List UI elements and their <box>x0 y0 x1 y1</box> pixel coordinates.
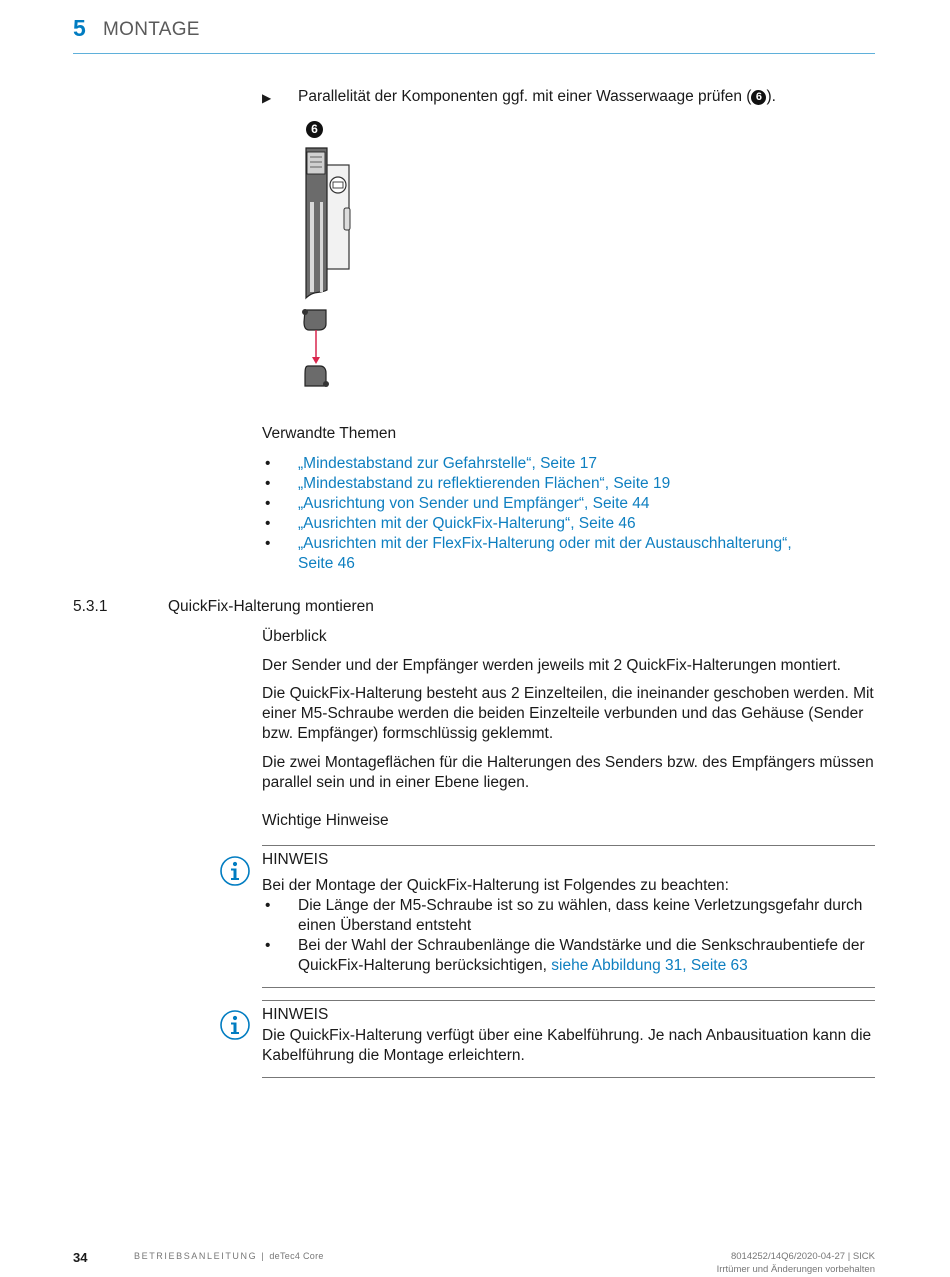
header-rule <box>73 53 875 54</box>
chapter-title: MONTAGE <box>103 19 200 40</box>
footer-product: deTec4 Core <box>269 1251 324 1261</box>
section-number: 5.3.1 <box>73 598 108 615</box>
related-link[interactable]: • „Ausrichten mit der QuickFix-Halterung“, Seite 46 <box>265 515 636 532</box>
alignment-indicator-icon <box>330 177 346 193</box>
level-piece-bottom <box>305 366 326 386</box>
related-link[interactable]: • „Ausrichtung von Sender und Empfänger“, Seite 44 <box>265 495 650 512</box>
related-link[interactable]: • „Mindestabstand zur Gefahrstelle“, Seite 17 <box>265 455 597 472</box>
info-icon <box>220 856 250 886</box>
note-intro: Bei der Montage der QuickFix-Halterung ist Folgendes zu beachten: <box>262 877 729 894</box>
figure-label: 6 <box>306 121 323 139</box>
step-arrow-icon: ▶ <box>262 91 272 105</box>
profile-cap <box>307 152 325 174</box>
overview-heading: Überblick <box>262 628 327 645</box>
page-number: 34 <box>73 1250 88 1265</box>
footer-doc-id: 8014252/14Q6/2020-04-27 | SICK <box>730 1251 875 1262</box>
notes-heading: Wichtige Hinweise <box>262 812 389 829</box>
figure-link[interactable]: siehe Abbildung 31, Seite 63 <box>551 957 748 974</box>
chapter-number: 5 <box>73 15 86 41</box>
note-top-rule <box>262 845 875 846</box>
note-bullet: • Die Länge der M5-Schraube ist so zu wählen, dass keine Verletzungsgefahr durch einen Überstand entsteht <box>265 897 863 934</box>
note-title: HINWEIS <box>262 851 329 868</box>
housing-tab <box>344 208 350 230</box>
section-title: QuickFix-Halterung montieren <box>168 598 374 615</box>
note-title: HINWEIS <box>262 1006 329 1023</box>
note-bullet: • Bei der Wahl der Schraubenlänge die Wandstärke und die Senkschraubentiefe der QuickFix-Halterung berücksichtigen, siehe Abbildung 31, Seite 63 <box>265 937 865 974</box>
note-text: Die QuickFix-Halterung verfügt über eine Kabelführung. Je nach Anbausituation kann die Kabelführung die Montage erleichtern. <box>262 1027 872 1064</box>
note-bottom-rule <box>262 1077 875 1078</box>
mounting-illustration <box>290 140 370 390</box>
step-instruction: Parallelität der Komponenten ggf. mit einer Wasserwaage prüfen ( 6 ). <box>298 88 776 105</box>
paragraph: Der Sender und der Empfänger werden jeweils mit 2 QuickFix-Halterungen montiert. <box>262 657 841 674</box>
related-topics-list <box>262 454 822 574</box>
info-icon <box>220 1010 250 1040</box>
footer-disclaimer: Irrtümer und Änderungen vorbehalten <box>716 1264 875 1275</box>
related-link[interactable]: • „Ausrichten mit der FlexFix-Halterung oder mit der Austauschhalterung“, Seite 46 <box>265 535 792 572</box>
step-ref-number: 6 <box>751 90 766 105</box>
related-topics-heading: Verwandte Themen <box>262 425 397 442</box>
related-link[interactable]: • „Mindestabstand zu reflektierenden Flächen“, Seite 19 <box>265 475 671 492</box>
footer-right <box>717 1250 875 1276</box>
note-bullets <box>262 896 875 976</box>
note-bottom-rule <box>262 987 875 988</box>
note-top-rule <box>262 1000 875 1001</box>
footer-doc-type: BETRIEBSANLEITUNG | deTec4 Core <box>134 1251 324 1261</box>
paragraph: Die QuickFix-Halterung besteht aus 2 Einzelteilen, die ineinander geschoben werden. Mit einer M5-Schraube werden die beiden Einzelteile verbunden und das Gehäuse (Sender bzw. Empfänger) formschlüssig geklemmt. <box>262 685 874 742</box>
paragraph: Die zwei Montageflächen für die Halterungen des Senders bzw. des Empfängers müssen parallel sein und in einer Ebene liegen. <box>262 754 874 791</box>
